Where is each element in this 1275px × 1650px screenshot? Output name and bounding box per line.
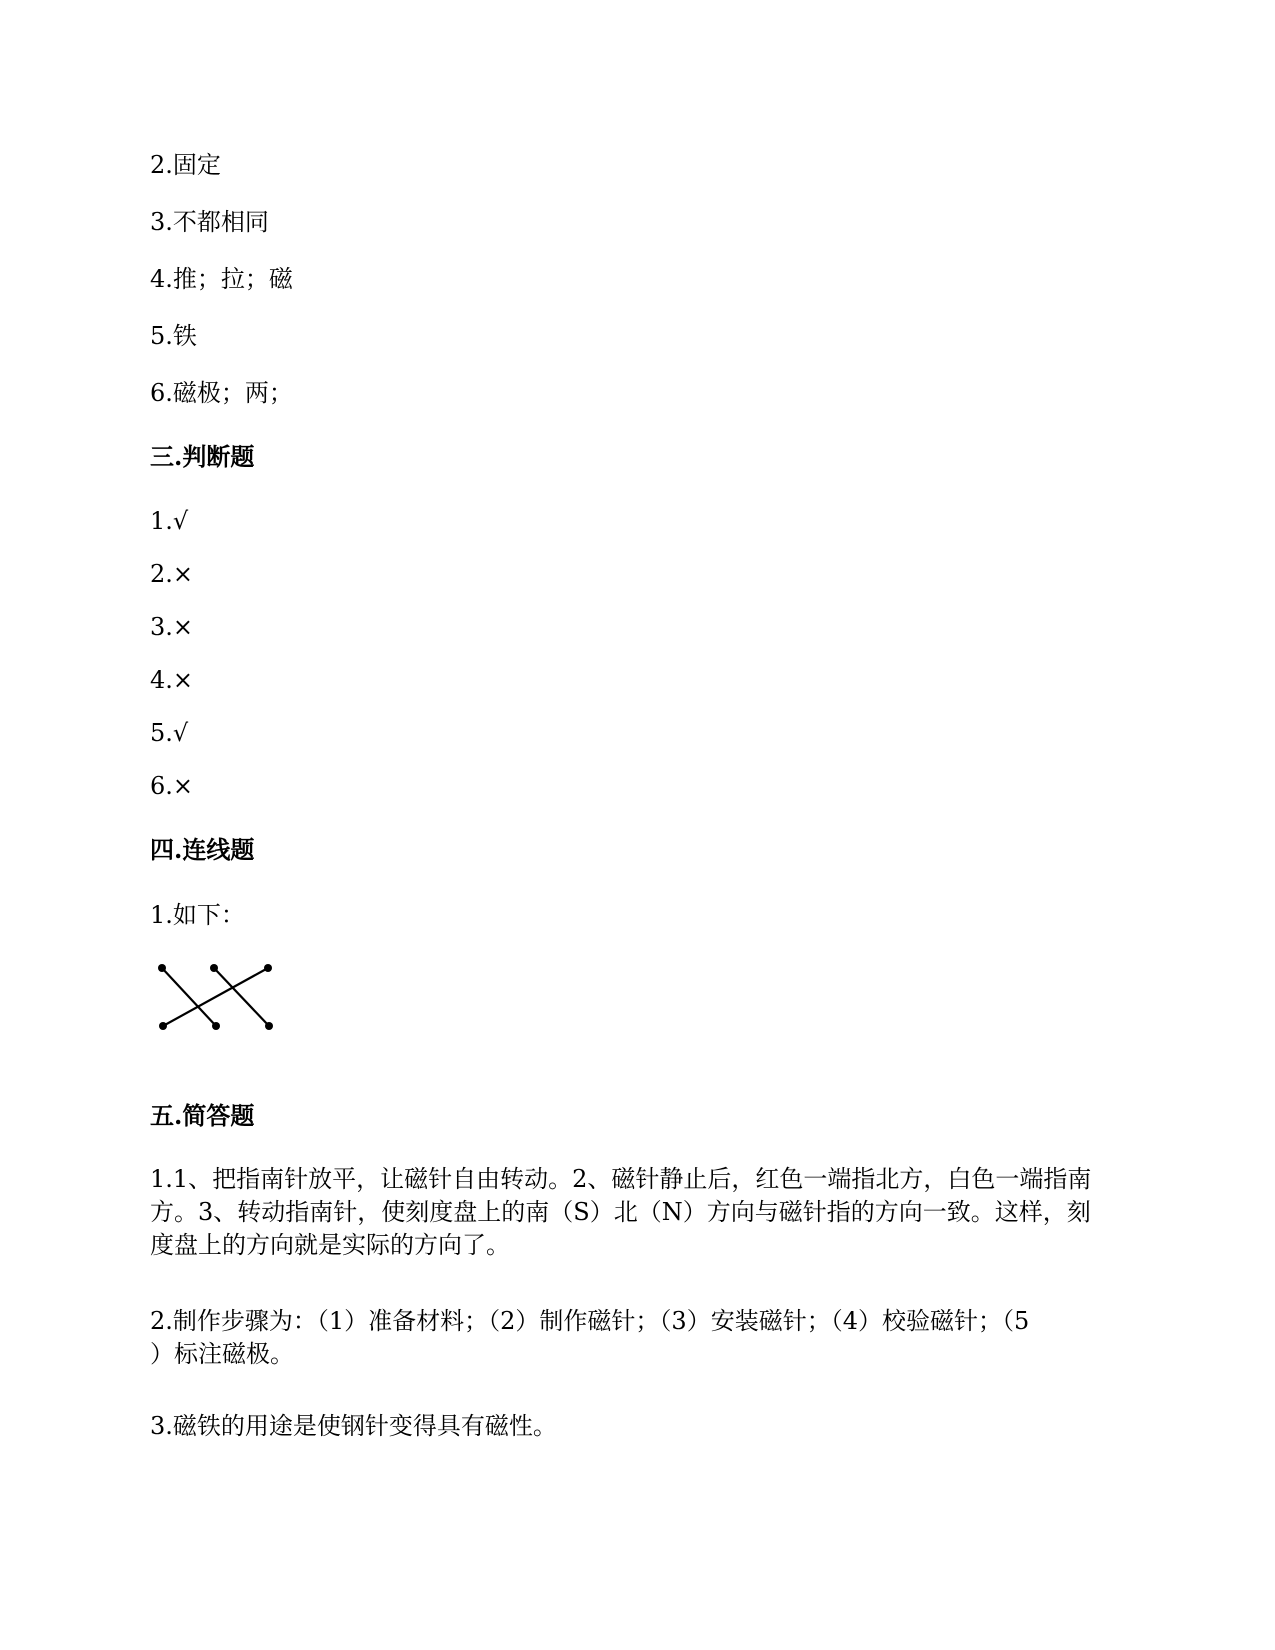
matching-line-3 bbox=[214, 968, 269, 1026]
judgement-answer-1: 1.√ bbox=[150, 507, 189, 535]
short-answer-1-line-1: 1.1、把指南针放平，让磁针自由转动。2、磁针静止后，红色一端指北方，白色一端指南 bbox=[150, 1165, 1092, 1193]
fill-answer-3: 3.不都相同 bbox=[150, 208, 269, 236]
matching-dot bbox=[212, 1022, 220, 1030]
judgement-answer-3: 3.× bbox=[150, 613, 194, 641]
matching-dot bbox=[158, 964, 166, 972]
short-answer-2-line-2: ）标注磁极。 bbox=[150, 1340, 294, 1368]
matching-dot bbox=[210, 964, 218, 972]
short-answer-2 bbox=[150, 1305, 1125, 1371]
fill-answer-2: 2.固定 bbox=[150, 151, 221, 179]
section-heading-judgement: 三.判断题 bbox=[150, 442, 255, 471]
matching-dot bbox=[265, 1022, 273, 1030]
matching-lines-diagram bbox=[150, 958, 280, 1038]
section-heading-matching: 四.连线题 bbox=[150, 835, 255, 864]
matching-line-1 bbox=[162, 968, 216, 1026]
judgement-answer-2: 2.× bbox=[150, 560, 194, 588]
judgement-answer-4: 4.× bbox=[150, 666, 194, 694]
short-answer-2-line-1: 2.制作步骤为：（1）准备材料；（2）制作磁针；（3）安装磁针；（4）校验磁针；（5 bbox=[150, 1307, 1030, 1335]
short-answer-1 bbox=[150, 1163, 1125, 1262]
fill-answer-6: 6.磁极；两； bbox=[150, 379, 293, 407]
judgement-answer-5: 5.√ bbox=[150, 719, 189, 747]
short-answer-3: 3.磁铁的用途是使钢针变得具有磁性。 bbox=[150, 1412, 557, 1440]
fill-answer-5: 5.铁 bbox=[150, 322, 197, 350]
short-answer-1-line-2: 方。3、转动指南针，使刻度盘上的南（S）北（N）方向与磁针指的方向一致。这样，刻 bbox=[150, 1198, 1091, 1226]
section-heading-short-answer: 五.简答题 bbox=[150, 1101, 255, 1130]
matching-answer-1: 1.如下： bbox=[150, 901, 245, 929]
matching-dot bbox=[264, 964, 272, 972]
short-answer-1-line-3: 度盘上的方向就是实际的方向了。 bbox=[150, 1231, 510, 1259]
matching-line-2 bbox=[163, 968, 268, 1026]
judgement-answer-6: 6.× bbox=[150, 772, 194, 800]
fill-answer-4: 4.推；拉；磁 bbox=[150, 265, 293, 293]
matching-dot bbox=[159, 1022, 167, 1030]
